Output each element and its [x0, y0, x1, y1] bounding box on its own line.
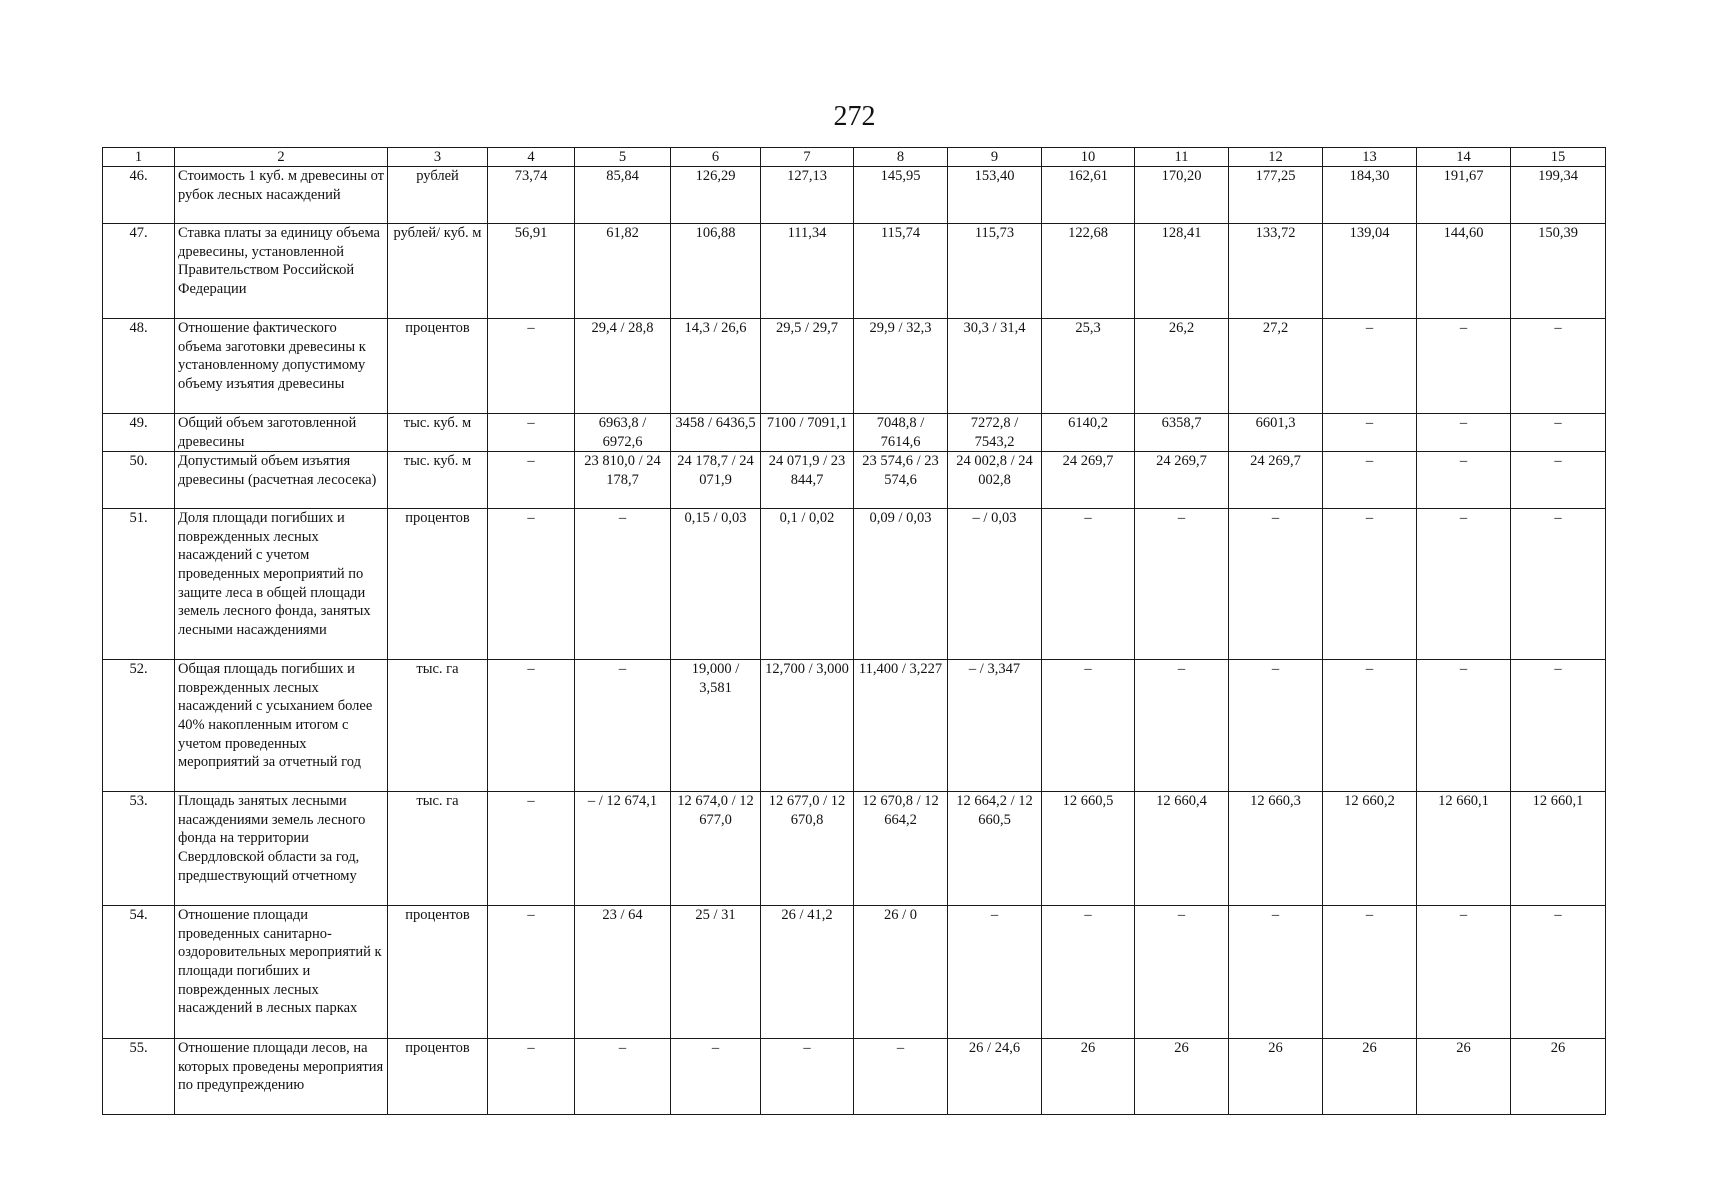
value-cell: 26: [1229, 1039, 1323, 1115]
table-row: [103, 319, 1606, 414]
value-cell: –: [1323, 509, 1417, 660]
column-header: 1: [103, 148, 175, 167]
row-number: 46.: [103, 167, 175, 224]
value-cell: –: [1511, 414, 1606, 452]
value-cell: 26: [1417, 1039, 1511, 1115]
row-number: 51.: [103, 509, 175, 660]
value-cell: 150,39: [1511, 224, 1606, 319]
value-cell: 30,3 / 31,4: [948, 319, 1042, 414]
value-cell: 26 / 0: [854, 906, 948, 1039]
value-cell: 0,1 / 0,02: [761, 509, 854, 660]
unit-cell: процентов: [388, 509, 488, 660]
value-cell: –: [1229, 906, 1323, 1039]
value-cell: 111,34: [761, 224, 854, 319]
value-cell: 85,84: [575, 167, 671, 224]
value-cell: 12 670,8 / 12 664,2: [854, 792, 948, 906]
value-cell: 12 660,1: [1417, 792, 1511, 906]
value-cell: –: [1323, 414, 1417, 452]
value-cell: –: [1417, 660, 1511, 792]
value-cell: 12 660,1: [1511, 792, 1606, 906]
value-cell: – / 3,347: [948, 660, 1042, 792]
indicator-name: Отношение площади проведенных санитарно-оздоровительных мероприятий к площади погибших и поврежденных лесных насаждений в лесных парках: [175, 906, 388, 1039]
column-header: 7: [761, 148, 854, 167]
table-row: [103, 167, 1606, 224]
value-cell: 12 660,2: [1323, 792, 1417, 906]
unit-cell: процентов: [388, 1039, 488, 1115]
column-header: 15: [1511, 148, 1606, 167]
value-cell: 14,3 / 26,6: [671, 319, 761, 414]
row-number: 55.: [103, 1039, 175, 1115]
row-number: 53.: [103, 792, 175, 906]
value-cell: 25 / 31: [671, 906, 761, 1039]
value-cell: 56,91: [488, 224, 575, 319]
value-cell: 19,000 / 3,581: [671, 660, 761, 792]
value-cell: –: [1135, 509, 1229, 660]
value-cell: –: [1135, 660, 1229, 792]
column-header: 10: [1042, 148, 1135, 167]
column-header: 14: [1417, 148, 1511, 167]
value-cell: 6601,3: [1229, 414, 1323, 452]
column-header: 13: [1323, 148, 1417, 167]
value-cell: 6358,7: [1135, 414, 1229, 452]
value-cell: –: [1229, 509, 1323, 660]
table-row: [103, 452, 1606, 509]
value-cell: 115,74: [854, 224, 948, 319]
value-cell: 24 269,7: [1042, 452, 1135, 509]
value-cell: 24 002,8 / 24 002,8: [948, 452, 1042, 509]
indicator-name: Отношение фактического объема заготовки древесины к установленному допустимому объему изъятия древесины: [175, 319, 388, 414]
value-cell: –: [1229, 660, 1323, 792]
value-cell: 26: [1042, 1039, 1135, 1115]
value-cell: 162,61: [1042, 167, 1135, 224]
value-cell: 26,2: [1135, 319, 1229, 414]
column-header: 11: [1135, 148, 1229, 167]
value-cell: 177,25: [1229, 167, 1323, 224]
value-cell: –: [488, 660, 575, 792]
value-cell: 7048,8 / 7614,6: [854, 414, 948, 452]
value-cell: 26 / 41,2: [761, 906, 854, 1039]
value-cell: 12 664,2 / 12 660,5: [948, 792, 1042, 906]
value-cell: 122,68: [1042, 224, 1135, 319]
value-cell: –: [1511, 906, 1606, 1039]
indicator-name: Общая площадь погибших и поврежденных лесных насаждений с усыханием более 40% накопленным итогом с учетом проведенных мероприятий за отчетный год: [175, 660, 388, 792]
value-cell: 3458 / 6436,5: [671, 414, 761, 452]
value-cell: –: [488, 452, 575, 509]
row-number: 50.: [103, 452, 175, 509]
value-cell: –: [575, 509, 671, 660]
value-cell: 7272,8 / 7543,2: [948, 414, 1042, 452]
column-header: 8: [854, 148, 948, 167]
column-number-header-row: [103, 148, 1606, 167]
value-cell: 29,9 / 32,3: [854, 319, 948, 414]
value-cell: –: [761, 1039, 854, 1115]
value-cell: 23 / 64: [575, 906, 671, 1039]
value-cell: 61,82: [575, 224, 671, 319]
column-header: 3: [388, 148, 488, 167]
value-cell: 12 660,4: [1135, 792, 1229, 906]
value-cell: –: [1042, 509, 1135, 660]
value-cell: –: [1042, 906, 1135, 1039]
value-cell: 115,73: [948, 224, 1042, 319]
unit-cell: рублей: [388, 167, 488, 224]
value-cell: –: [488, 906, 575, 1039]
indicator-name: Доля площади погибших и поврежденных лесных насаждений с учетом проведенных мероприятий по защите леса в общей площади земель лесного фонда, занятых лесными насаждениями: [175, 509, 388, 660]
value-cell: –: [488, 414, 575, 452]
value-cell: –: [488, 509, 575, 660]
value-cell: 26: [1135, 1039, 1229, 1115]
indicator-name: Общий объем заготовленной древесины: [175, 414, 388, 452]
indicator-name: Ставка платы за единицу объема древесины, установленной Правительством Российской Федерации: [175, 224, 388, 319]
value-cell: –: [575, 1039, 671, 1115]
value-cell: 133,72: [1229, 224, 1323, 319]
table-row: [103, 660, 1606, 792]
value-cell: –: [1511, 660, 1606, 792]
value-cell: –: [1511, 509, 1606, 660]
value-cell: 12 660,5: [1042, 792, 1135, 906]
value-cell: –: [488, 1039, 575, 1115]
value-cell: 139,04: [1323, 224, 1417, 319]
value-cell: – / 0,03: [948, 509, 1042, 660]
value-cell: 29,4 / 28,8: [575, 319, 671, 414]
value-cell: 27,2: [1229, 319, 1323, 414]
table-row: [103, 224, 1606, 319]
unit-cell: тыс. га: [388, 792, 488, 906]
value-cell: 24 071,9 / 23 844,7: [761, 452, 854, 509]
page-number: 272: [833, 101, 876, 132]
value-cell: 184,30: [1323, 167, 1417, 224]
value-cell: 6140,2: [1042, 414, 1135, 452]
unit-cell: рублей/ куб. м: [388, 224, 488, 319]
column-header: 9: [948, 148, 1042, 167]
value-cell: –: [1511, 319, 1606, 414]
column-header: 12: [1229, 148, 1323, 167]
value-cell: 26: [1511, 1039, 1606, 1115]
value-cell: –: [1323, 452, 1417, 509]
indicator-name: Допустимый объем изъятия древесины (расчетная лесосека): [175, 452, 388, 509]
value-cell: 23 810,0 / 24 178,7: [575, 452, 671, 509]
unit-cell: тыс. га: [388, 660, 488, 792]
value-cell: 25,3: [1042, 319, 1135, 414]
row-number: 49.: [103, 414, 175, 452]
row-number: 54.: [103, 906, 175, 1039]
column-header: 2: [175, 148, 388, 167]
value-cell: –: [1417, 509, 1511, 660]
value-cell: –: [854, 1039, 948, 1115]
indicator-name: Стоимость 1 куб. м древесины от рубок лесных насаждений: [175, 167, 388, 224]
value-cell: –: [1417, 414, 1511, 452]
table-row: [103, 792, 1606, 906]
value-cell: –: [488, 792, 575, 906]
value-cell: 26 / 24,6: [948, 1039, 1042, 1115]
value-cell: –: [1417, 319, 1511, 414]
unit-cell: тыс. куб. м: [388, 414, 488, 452]
value-cell: 170,20: [1135, 167, 1229, 224]
unit-cell: процентов: [388, 906, 488, 1039]
column-header: 5: [575, 148, 671, 167]
value-cell: 73,74: [488, 167, 575, 224]
value-cell: 191,67: [1417, 167, 1511, 224]
column-header: 4: [488, 148, 575, 167]
value-cell: –: [575, 660, 671, 792]
indicator-name: Площадь занятых лесными насаждениями земель лесного фонда на территории Свердловской области за год, предшествующий отчетному: [175, 792, 388, 906]
value-cell: 128,41: [1135, 224, 1229, 319]
value-cell: –: [671, 1039, 761, 1115]
value-cell: –: [1417, 452, 1511, 509]
value-cell: 12 674,0 / 12 677,0: [671, 792, 761, 906]
column-header: 6: [671, 148, 761, 167]
value-cell: –: [1323, 319, 1417, 414]
value-cell: –: [488, 319, 575, 414]
value-cell: 29,5 / 29,7: [761, 319, 854, 414]
value-cell: 7100 / 7091,1: [761, 414, 854, 452]
value-cell: 153,40: [948, 167, 1042, 224]
value-cell: –: [1135, 906, 1229, 1039]
value-cell: –: [1042, 660, 1135, 792]
row-number: 47.: [103, 224, 175, 319]
value-cell: –: [948, 906, 1042, 1039]
value-cell: –: [1323, 660, 1417, 792]
value-cell: 26: [1323, 1039, 1417, 1115]
indicator-name: Отношение площади лесов, на которых проведены мероприятия по предупреждению: [175, 1039, 388, 1115]
value-cell: 106,88: [671, 224, 761, 319]
value-cell: 11,400 / 3,227: [854, 660, 948, 792]
value-cell: –: [1417, 906, 1511, 1039]
value-cell: 145,95: [854, 167, 948, 224]
table-row: [103, 414, 1606, 452]
value-cell: 24 269,7: [1229, 452, 1323, 509]
value-cell: – / 12 674,1: [575, 792, 671, 906]
value-cell: 12 677,0 / 12 670,8: [761, 792, 854, 906]
unit-cell: тыс. куб. м: [388, 452, 488, 509]
value-cell: –: [1323, 906, 1417, 1039]
unit-cell: процентов: [388, 319, 488, 414]
row-number: 52.: [103, 660, 175, 792]
value-cell: 199,34: [1511, 167, 1606, 224]
value-cell: 12,700 / 3,000: [761, 660, 854, 792]
value-cell: 0,15 / 0,03: [671, 509, 761, 660]
table-row: [103, 509, 1606, 660]
value-cell: –: [1511, 452, 1606, 509]
value-cell: 144,60: [1417, 224, 1511, 319]
value-cell: 6963,8 / 6972,6: [575, 414, 671, 452]
row-number: 48.: [103, 319, 175, 414]
value-cell: 126,29: [671, 167, 761, 224]
value-cell: 23 574,6 / 23 574,6: [854, 452, 948, 509]
value-cell: 12 660,3: [1229, 792, 1323, 906]
table-row: [103, 906, 1606, 1039]
indicators-table: [102, 147, 1606, 1115]
table-row: [103, 1039, 1606, 1115]
value-cell: 0,09 / 0,03: [854, 509, 948, 660]
value-cell: 24 269,7: [1135, 452, 1229, 509]
value-cell: 24 178,7 / 24 071,9: [671, 452, 761, 509]
value-cell: 127,13: [761, 167, 854, 224]
